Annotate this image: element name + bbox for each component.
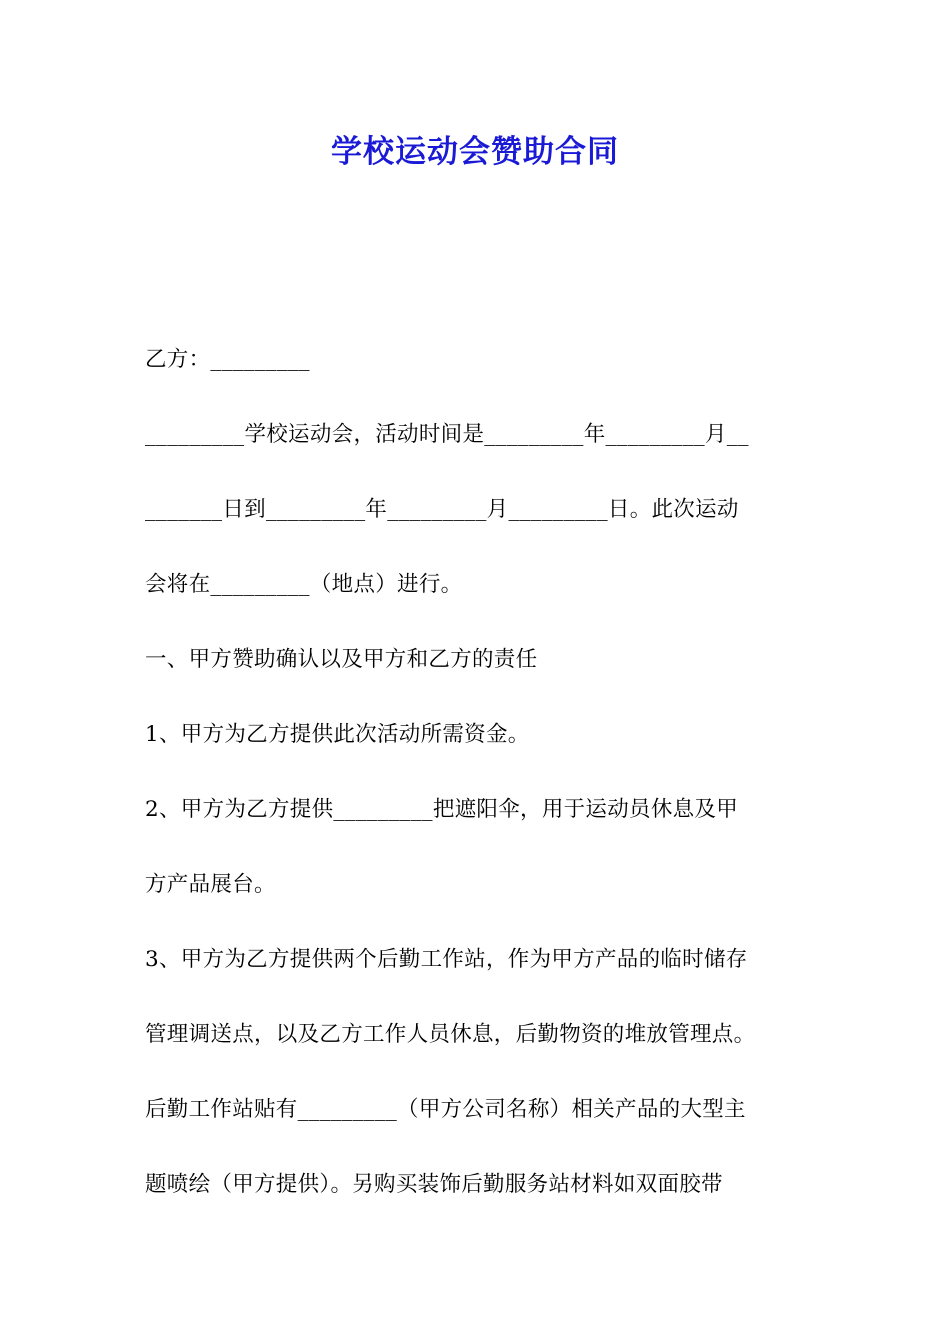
- clause-line: 题喷绘（甲方提供）。另购买装饰后勤服务站材料如双面胶带: [145, 1172, 723, 1197]
- clause-line: 3、甲方为乙方提供两个后勤工作站，作为甲方产品的临时储存: [145, 947, 748, 972]
- clause-line: 方产品展台。: [145, 872, 276, 897]
- clause-line: 2、甲方为乙方提供_________把遮阳伞，用于运动员休息及甲: [145, 797, 739, 822]
- document-title: 学校运动会赞助合同: [331, 134, 619, 170]
- party-b-line: 乙方：_________: [145, 347, 310, 372]
- clause-line: 后勤工作站贴有_________（甲方公司名称）相关产品的大型主: [145, 1097, 746, 1122]
- clause-line: 1、甲方为乙方提供此次活动所需资金。: [145, 722, 530, 747]
- document-body: [145, 338, 825, 1238]
- paragraph-line: _______日到_________年_________月_________日。此次运动: [145, 497, 739, 522]
- section-heading: 一、甲方赞助确认以及甲方和乙方的责任: [145, 647, 538, 672]
- paragraph-line: 会将在_________（地点）进行。: [145, 572, 463, 597]
- clause-line: 管理调送点，以及乙方工作人员休息，后勤物资的堆放管理点。: [145, 1022, 756, 1047]
- paragraph-line: _________学校运动会，活动时间是_________年_________月__: [145, 422, 749, 447]
